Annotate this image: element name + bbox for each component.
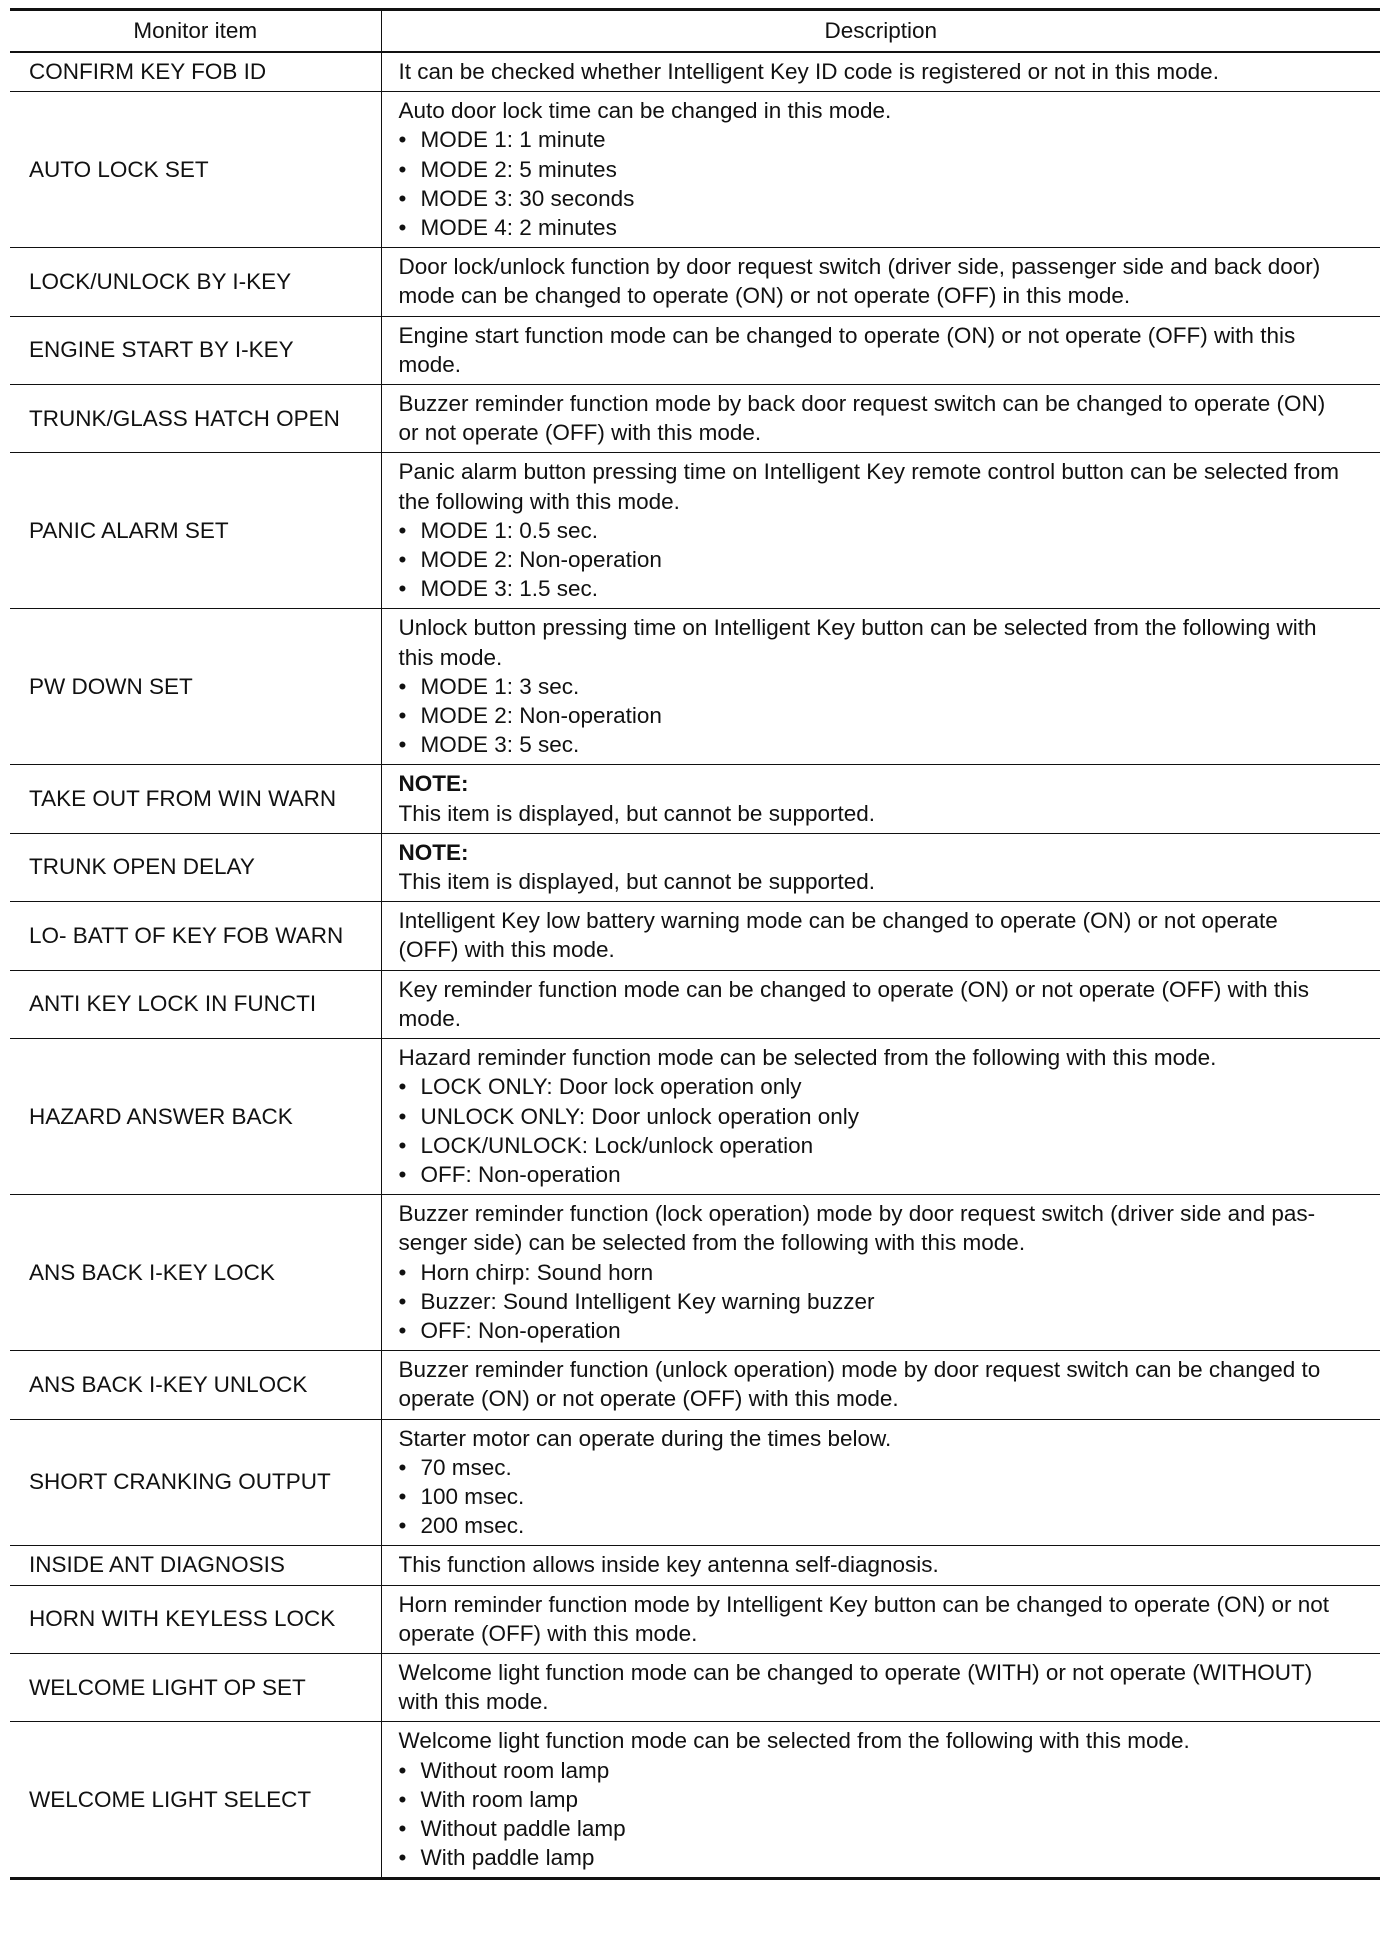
description-line: (OFF) with this mode.	[398, 937, 615, 963]
bullet-item	[399, 1131, 1371, 1160]
monitor-item-cell: AUTO LOCK SET	[10, 92, 381, 248]
bullet-dot-icon: •	[398, 1288, 407, 1314]
bullet-text: LOCK ONLY: Door lock operation only	[420, 1074, 802, 1100]
description-cell	[381, 385, 1380, 453]
description-cell	[381, 833, 1380, 901]
description-line: Horn reminder function mode by Intelligent Key button can be changed to operate (ON) or not	[398, 1591, 1330, 1617]
bullet-item	[399, 1316, 1371, 1345]
monitor-item-cell: TRUNK/GLASS HATCH OPEN	[10, 385, 381, 453]
table-row	[10, 385, 1380, 453]
bullet-item	[399, 730, 1371, 759]
bullet-text: MODE 2: Non-operation	[420, 547, 662, 573]
monitor-item-cell: ANS BACK I-KEY UNLOCK	[10, 1351, 381, 1419]
table-row	[10, 248, 1380, 316]
description-cell	[381, 1351, 1380, 1419]
description-line: this mode.	[398, 644, 503, 670]
bullet-item	[399, 125, 1371, 154]
bullet-dot-icon: •	[398, 215, 407, 241]
description-line: Buzzer reminder function (lock operation) mode by door request switch (driver side and pas-	[398, 1201, 1316, 1227]
table-row	[10, 1722, 1380, 1879]
bullet-item	[399, 672, 1371, 701]
description-cell	[381, 92, 1380, 248]
monitor-item-cell: HAZARD ANSWER BACK	[10, 1039, 381, 1195]
monitor-item-cell: CONFIRM KEY FOB ID	[10, 52, 381, 92]
description-cell	[381, 1195, 1380, 1351]
monitor-item-cell: HORN WITH KEYLESS LOCK	[10, 1585, 381, 1653]
monitor-item-cell: WELCOME LIGHT OP SET	[10, 1653, 381, 1721]
description-line: mode.	[398, 351, 462, 377]
description-line: It can be checked whether Intelligent Key ID code is registered or not in this mode.	[398, 59, 1219, 84]
description-cell	[381, 1585, 1380, 1653]
bullet-text: 100 msec.	[420, 1483, 525, 1509]
description-line: Panic alarm button pressing time on Intelligent Key remote control button can be selected from	[398, 459, 1340, 485]
bullet-dot-icon: •	[398, 127, 407, 153]
header-monitor-item: Monitor item	[10, 10, 381, 53]
bullet-text: LOCK/UNLOCK: Lock/unlock operation	[420, 1132, 814, 1158]
bullet-item	[399, 1453, 1371, 1482]
description-line: Buzzer reminder function (unlock operation) mode by door request switch can be changed to	[398, 1357, 1321, 1383]
description-line: Door lock/unlock function by door request switch (driver side, passenger side and back door)	[398, 254, 1321, 280]
bullet-dot-icon: •	[398, 1132, 407, 1158]
description-cell	[381, 970, 1380, 1038]
description-cell	[381, 1653, 1380, 1721]
bullet-dot-icon: •	[398, 732, 407, 758]
description-line: Starter motor can operate during the times below.	[398, 1425, 892, 1451]
bullet-item	[399, 1258, 1371, 1287]
monitor-item-cell: LO- BATT OF KEY FOB WARN	[10, 902, 381, 970]
table-row	[10, 902, 1380, 970]
table-row	[10, 1195, 1380, 1351]
bullet-dot-icon: •	[398, 673, 407, 699]
bullet-text: Buzzer: Sound Intelligent Key warning buzzer	[420, 1288, 875, 1314]
table-row	[10, 1653, 1380, 1721]
bullet-dot-icon: •	[398, 1786, 407, 1812]
description-line: Auto door lock time can be changed in this mode.	[398, 98, 892, 124]
bullet-item	[399, 1102, 1371, 1131]
bullet-text: 70 msec.	[420, 1454, 512, 1480]
table-body	[10, 52, 1380, 1879]
description-line: operate (OFF) with this mode.	[398, 1620, 698, 1646]
description-line: mode.	[398, 1005, 462, 1031]
bullet-text: Horn chirp: Sound horn	[420, 1259, 654, 1285]
bullet-text: MODE 2: Non-operation	[420, 703, 662, 729]
bullet-text: OFF: Non-operation	[420, 1161, 621, 1187]
description-line: Engine start function mode can be changed to operate (ON) or not operate (OFF) with this	[398, 322, 1296, 348]
bullet-item	[399, 1814, 1371, 1843]
note-label: NOTE:	[398, 771, 469, 797]
bullet-dot-icon: •	[398, 1161, 407, 1187]
monitor-item-cell: TAKE OUT FROM WIN WARN	[10, 765, 381, 833]
monitor-item-cell: INSIDE ANT DIAGNOSIS	[10, 1546, 381, 1585]
monitor-item-cell: ANS BACK I-KEY LOCK	[10, 1195, 381, 1351]
description-line: or not operate (OFF) with this mode.	[398, 420, 762, 446]
description-line: the following with this mode.	[398, 488, 680, 514]
bullet-item	[399, 1511, 1371, 1540]
table-row	[10, 92, 1380, 248]
bullet-text: MODE 3: 5 sec.	[420, 732, 580, 758]
bullet-dot-icon: •	[398, 185, 407, 211]
description-cell	[381, 316, 1380, 384]
description-cell	[381, 1419, 1380, 1546]
description-line: Intelligent Key low battery warning mode can be changed to operate (ON) or not operate	[398, 908, 1278, 934]
table-row	[10, 1546, 1380, 1585]
bullet-dot-icon: •	[398, 1259, 407, 1285]
table-row	[10, 765, 1380, 833]
bullet-item	[399, 701, 1371, 730]
description-line: Hazard reminder function mode can be selected from the following with this mode.	[398, 1045, 1217, 1071]
description-cell	[381, 1039, 1380, 1195]
bullet-text: MODE 1: 1 minute	[420, 127, 606, 153]
table-row	[10, 609, 1380, 765]
description-cell	[381, 765, 1380, 833]
note-label: NOTE:	[398, 839, 469, 865]
bullet-dot-icon: •	[398, 1483, 407, 1509]
description-line: mode can be changed to operate (ON) or not operate (OFF) in this mode.	[398, 283, 1131, 309]
description-line: Buzzer reminder function mode by back door request switch can be changed to operate (ON)	[398, 391, 1326, 417]
description-line: Welcome light function mode can be changed to operate (WITH) or not operate (WITHOUT)	[398, 1659, 1313, 1685]
monitor-item-cell: PANIC ALARM SET	[10, 453, 381, 609]
monitor-item-cell: SHORT CRANKING OUTPUT	[10, 1419, 381, 1546]
bullet-text: Without paddle lamp	[420, 1815, 626, 1841]
bullet-item	[399, 1843, 1371, 1872]
bullet-dot-icon: •	[398, 1845, 407, 1871]
bullet-item	[399, 213, 1371, 242]
bullet-text: MODE 1: 3 sec.	[420, 673, 580, 699]
monitor-item-table	[10, 8, 1380, 1880]
bullet-dot-icon: •	[398, 1074, 407, 1100]
header-description: Description	[824, 18, 938, 44]
description-cell	[381, 52, 1380, 92]
monitor-item-cell: ENGINE START BY I-KEY	[10, 316, 381, 384]
monitor-item-cell: WELCOME LIGHT SELECT	[10, 1722, 381, 1879]
bullet-text: MODE 3: 30 seconds	[420, 185, 635, 211]
table-row	[10, 970, 1380, 1038]
bullet-dot-icon: •	[398, 547, 407, 573]
description-line: Unlock button pressing time on Intelligent Key button can be selected from the following with	[398, 615, 1317, 641]
bullet-item	[399, 1072, 1371, 1101]
bullet-item	[399, 545, 1371, 574]
bullet-text: With paddle lamp	[420, 1845, 595, 1871]
table-row	[10, 316, 1380, 384]
description-cell	[381, 248, 1380, 316]
description-line: Welcome light function mode can be selected from the following with this mode.	[398, 1728, 1190, 1754]
description-cell	[381, 1722, 1380, 1879]
bullet-dot-icon: •	[398, 576, 407, 602]
bullet-text: MODE 1: 0.5 sec.	[420, 517, 599, 543]
bullet-text: Without room lamp	[420, 1757, 610, 1783]
table-row	[10, 1351, 1380, 1419]
table-row	[10, 1419, 1380, 1546]
monitor-item-cell: ANTI KEY LOCK IN FUNCTI	[10, 970, 381, 1038]
description-line: This item is displayed, but cannot be supported.	[398, 800, 876, 826]
bullet-text: With room lamp	[420, 1786, 579, 1812]
description-cell	[381, 453, 1380, 609]
description-line: This function allows inside key antenna self-diagnosis.	[398, 1552, 939, 1578]
bullet-item	[399, 155, 1371, 184]
table-row	[10, 1039, 1380, 1195]
bullet-dot-icon: •	[398, 1103, 407, 1129]
bullet-dot-icon: •	[398, 1513, 407, 1539]
bullet-item	[399, 516, 1371, 545]
bullet-text: OFF: Non-operation	[420, 1317, 621, 1343]
bullet-text: MODE 3: 1.5 sec.	[420, 576, 599, 602]
description-line: senger side) can be selected from the following with this mode.	[398, 1230, 1026, 1256]
description-line: This item is displayed, but cannot be supported.	[398, 869, 876, 895]
bullet-text: MODE 4: 2 minutes	[420, 215, 617, 241]
description-line: Key reminder function mode can be changed to operate (ON) or not operate (OFF) with this	[398, 976, 1309, 1002]
bullet-dot-icon: •	[398, 1757, 407, 1783]
bullet-dot-icon: •	[398, 1454, 407, 1480]
description-cell	[381, 1546, 1380, 1585]
bullet-item	[399, 1785, 1371, 1814]
table-row	[10, 1585, 1380, 1653]
table-row	[10, 52, 1380, 92]
bullet-text: UNLOCK ONLY: Door unlock operation only	[420, 1103, 860, 1129]
bullet-dot-icon: •	[398, 517, 407, 543]
bullet-dot-icon: •	[398, 1317, 407, 1343]
description-line: with this mode.	[398, 1689, 549, 1715]
monitor-item-cell: LOCK/UNLOCK BY I-KEY	[10, 248, 381, 316]
table-row	[10, 833, 1380, 901]
bullet-text: MODE 2: 5 minutes	[420, 156, 617, 182]
monitor-item-cell: PW DOWN SET	[10, 609, 381, 765]
table-header-row	[10, 10, 1380, 53]
bullet-item	[399, 1287, 1371, 1316]
bullet-dot-icon: •	[398, 156, 407, 182]
monitor-item-cell: TRUNK OPEN DELAY	[10, 833, 381, 901]
bullet-dot-icon: •	[398, 703, 407, 729]
bullet-item	[399, 574, 1371, 603]
bullet-item	[399, 184, 1371, 213]
bullet-item	[399, 1482, 1371, 1511]
table-row	[10, 453, 1380, 609]
description-cell	[381, 609, 1380, 765]
description-cell	[381, 902, 1380, 970]
bullet-text: 200 msec.	[420, 1513, 525, 1539]
description-line: operate (ON) or not operate (OFF) with this mode.	[398, 1386, 899, 1412]
bullet-item	[399, 1756, 1371, 1785]
bullet-dot-icon: •	[398, 1815, 407, 1841]
bullet-item	[399, 1160, 1371, 1189]
monitor-item-table-container	[10, 8, 1380, 1880]
